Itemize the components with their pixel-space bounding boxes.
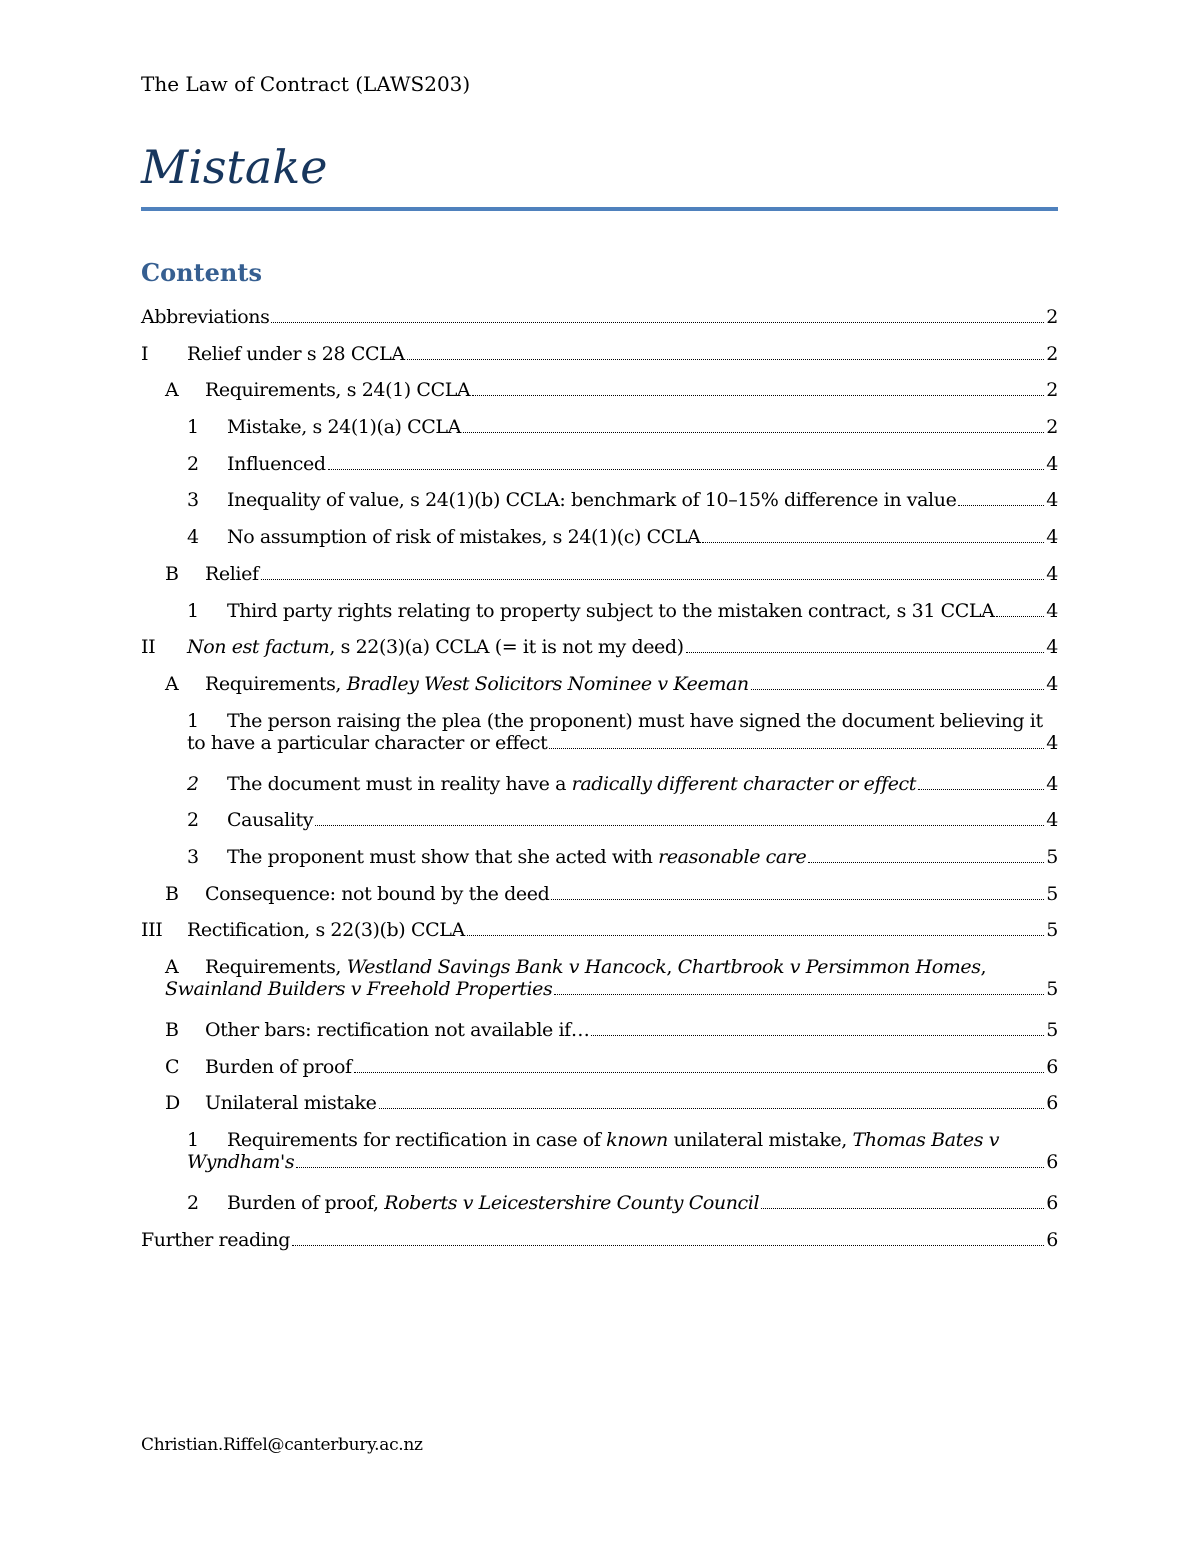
toc-page-number: 6 [1046,1151,1058,1174]
toc-page-number: 4 [1046,672,1058,695]
dot-leader [296,1167,1044,1168]
toc-entry[interactable] [141,773,1058,810]
dot-leader [554,994,1044,995]
toc-entry-text: unilateral mistake, [667,1129,853,1152]
dot-leader [472,395,1044,396]
toc-page-number: 5 [1046,978,1058,1000]
toc-page-number: 5 [1046,919,1058,942]
dot-leader [407,359,1045,360]
toc-entry[interactable] [141,1129,1058,1192]
toc-entry-number: B [165,1019,179,1041]
title-underline [141,207,1058,211]
toc-entry-text: Influenced [227,452,326,475]
toc-entry-text: radically different character or effect [571,772,917,795]
toc-entry-text: Requirements, s 24(1) CCLA [205,379,471,402]
toc-entry-text: known [606,1129,668,1152]
toc-entry-text: , [666,956,678,978]
toc-entry-text: No assumption of risk of mistakes, s 24(1)(c) CCLA [227,526,701,549]
toc-entry-text: , [980,956,987,978]
toc-entry-text: , s 22(3)(a) CCLA (= it is not my deed) [329,636,684,659]
toc-entry-number: 4 [187,526,199,549]
dot-leader [551,899,1044,900]
toc-entry-text: Other bars: rectification not available if… [205,1019,590,1041]
toc-entry[interactable] [141,846,1058,883]
dot-leader [702,542,1044,543]
toc-entry-number: 3 [187,845,199,868]
toc-entry-number: 2 [187,1192,199,1215]
toc-entry-number: 1 [187,1129,199,1152]
toc-entry-number: C [165,1055,180,1078]
toc-page-number: 4 [1046,526,1058,549]
toc-entry-text: The person raising the plea (the proponent) must have signed the document believing it [227,709,1043,732]
toc-entry[interactable] [141,710,1058,773]
toc-entry-text: Inequality of value, s 24(1)(b) CCLA: benchmark of 10–15% difference in value [227,489,957,512]
toc-page-number: 6 [1046,1228,1058,1251]
toc-entry[interactable] [141,563,1058,600]
toc-page-number: 4 [1046,731,1058,754]
toc-entry[interactable] [141,453,1058,490]
toc-entry[interactable] [141,379,1058,416]
toc-entry-number: A [165,672,179,695]
toc-entry-number: I [141,342,149,365]
dot-leader [686,652,1045,653]
toc-entry-text: The document must in reality have a [227,772,572,795]
toc-entry-text: Relief [205,562,259,585]
toc-page-number: 2 [1046,379,1058,402]
dot-leader [808,862,1044,863]
toc-entry-text: Westland Savings Bank v Hancock [346,956,667,978]
toc-entry[interactable] [141,673,1058,710]
dot-leader [463,432,1044,433]
toc-entry-number: 1 [187,416,199,439]
toc-entry[interactable] [141,416,1058,453]
toc-page-number: 4 [1046,562,1058,585]
toc-entry-text: Requirements, [205,956,347,978]
toc-entry[interactable] [141,1229,1058,1266]
dot-leader [918,789,1044,790]
toc-page-number: 4 [1046,452,1058,475]
toc-entry-text: Wyndham's [187,1151,295,1174]
toc-page-number: 5 [1046,845,1058,868]
toc-entry-number: 2 [187,809,199,832]
toc-entry-text: Unilateral mistake [205,1092,377,1115]
toc-entry-number: B [165,882,179,905]
toc-entry[interactable] [141,636,1058,673]
toc-page-number: 2 [1046,342,1058,365]
toc-page-number: 6 [1046,1092,1058,1115]
toc-page-number: 2 [1046,416,1058,439]
toc-entry-text: Swainland Builders v Freehold Properties [165,978,553,1000]
dot-leader [354,1072,1045,1073]
toc-entry-text: Causality [227,809,314,832]
dot-leader [379,1108,1045,1109]
toc-entry-text: Rectification, s 22(3)(b) CCLA [187,919,465,942]
toc-entry-text: Roberts v Leicestershire County Council [384,1192,760,1215]
toc-entry-number: 2 [187,452,199,475]
toc-entry[interactable] [141,526,1058,563]
toc-page-number: 4 [1046,599,1058,622]
toc-entry-number: II [141,636,156,659]
toc-entry-text: Third party rights relating to property subject to the mistaken contract, s 31 CCLA [227,599,995,622]
toc-entry[interactable] [141,489,1058,526]
toc-entry[interactable] [141,306,1058,343]
toc-page-number: 4 [1046,636,1058,659]
toc-page-number: 5 [1046,882,1058,905]
footer-email: Christian.Riffel@canterbury.ac.nz [141,1435,423,1455]
running-header: The Law of Contract (LAWS203) [141,72,471,96]
toc-entry-text: Further reading [141,1228,291,1251]
toc-entry[interactable] [141,1092,1058,1129]
toc-page-number: 4 [1046,809,1058,832]
toc-entry-text: to have a particular character or effect [187,731,548,754]
dot-leader [751,689,1045,690]
toc-entry-number: 1 [187,599,199,622]
toc-page-number: 6 [1046,1055,1058,1078]
table-of-contents [141,306,1058,1265]
toc-page-number: 6 [1046,1192,1058,1215]
dot-leader [261,579,1045,580]
toc-entry-text: The proponent must show that she acted with [227,845,659,868]
toc-entry-number: A [165,956,179,978]
toc-entry-number: 2 [187,772,199,795]
toc-entry[interactable] [141,600,1058,637]
toc-page-number: 4 [1046,772,1058,795]
toc-entry-text: Relief under s 28 CCLA [187,342,405,365]
toc-entry-text: Requirements for rectification in case of [227,1129,607,1152]
toc-entry-number: III [141,919,163,942]
toc-page-number: 4 [1046,489,1058,512]
toc-page-number: 2 [1046,306,1058,328]
toc-entry-text: Non est factum [187,636,330,659]
toc-entry-number: A [165,379,179,402]
toc-entry[interactable] [141,809,1058,846]
dot-leader [549,748,1044,749]
toc-entry[interactable] [141,343,1058,380]
document-title: Mistake [141,140,328,194]
toc-entry-text: Abbreviations [141,306,270,328]
toc-entry[interactable] [141,1019,1058,1056]
toc-entry-text: Burden of proof, [227,1192,385,1215]
toc-entry-number: 3 [187,489,199,512]
toc-entry-number: 1 [187,709,199,732]
toc-entry-text: Burden of proof [205,1055,352,1078]
toc-entry-text: reasonable care [658,845,807,868]
dot-leader [958,505,1044,506]
toc-entry[interactable] [141,956,1058,1019]
toc-entry-text: Consequence: not bound by the deed [205,882,550,905]
dot-leader [328,469,1045,470]
dot-leader [761,1208,1044,1209]
toc-entry[interactable] [141,883,1058,920]
toc-entry-number: D [165,1092,180,1115]
contents-heading: Contents [141,258,262,287]
toc-entry[interactable] [141,1056,1058,1093]
toc-entry[interactable] [141,1192,1058,1229]
dot-leader [467,935,1045,936]
toc-entry-number: B [165,562,179,585]
dot-leader [591,1035,1044,1036]
toc-entry-text: Requirements, [205,672,347,695]
dot-leader [996,616,1044,617]
toc-entry-text: Chartbrook v Persimmon Homes [677,956,981,978]
dot-leader [315,825,1044,826]
toc-entry-text: Bradley West Solicitors Nominee v Keeman [346,672,749,695]
toc-page-number: 5 [1046,1019,1058,1041]
toc-entry-text: Mistake, s 24(1)(a) CCLA [227,416,461,439]
toc-entry[interactable] [141,919,1058,956]
dot-leader [271,322,1044,323]
toc-entry-text: Thomas Bates v [852,1129,1000,1152]
dot-leader [292,1245,1044,1246]
